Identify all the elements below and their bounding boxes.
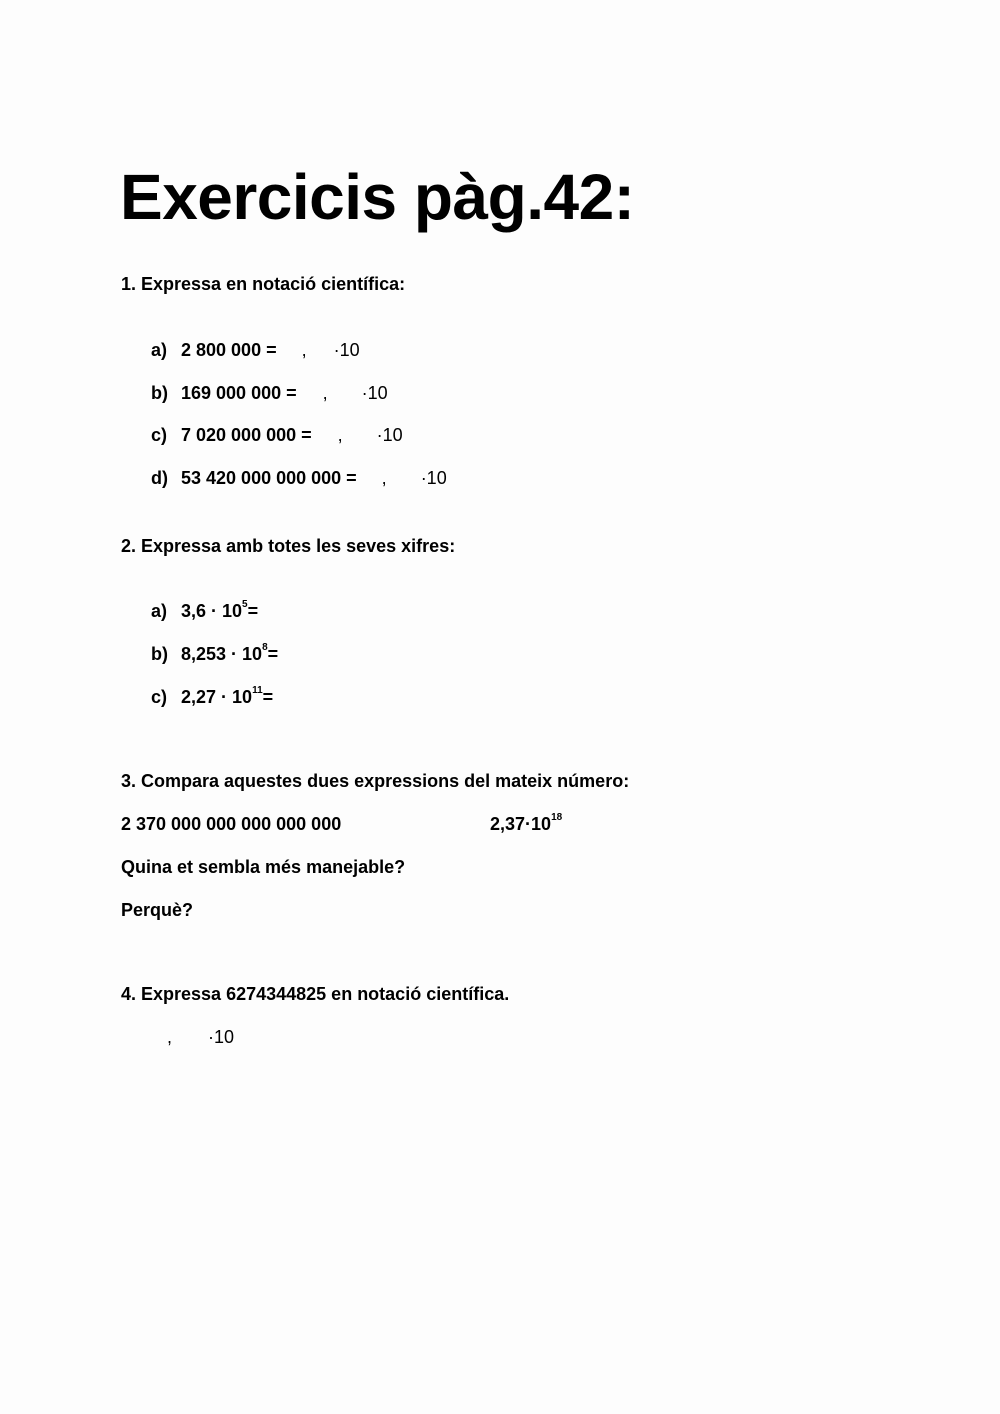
- item-exponent: 8: [262, 642, 268, 653]
- item-letter: a): [151, 601, 168, 621]
- item-letter: b): [151, 383, 168, 403]
- item-letter: a): [151, 340, 168, 360]
- item-expression: 2 800 000 =: [181, 340, 277, 360]
- q2-item-b: [151, 644, 278, 665]
- sci-base: 2,37·10: [490, 814, 552, 834]
- power-blank[interactable]: ·10: [208, 1027, 235, 1047]
- comma-blank[interactable]: ,: [322, 383, 328, 403]
- item-equals: =: [247, 601, 259, 621]
- scientific-number: [490, 814, 562, 835]
- item-exponent: 11: [252, 685, 263, 696]
- comma-blank[interactable]: ,: [337, 425, 343, 445]
- power-blank[interactable]: ·10: [361, 383, 388, 403]
- comma-blank[interactable]: ,: [381, 468, 387, 488]
- comma-blank[interactable]: ,: [167, 1027, 173, 1047]
- item-expression: 53 420 000 000 000 =: [181, 468, 357, 488]
- q4-answer-line: [167, 1027, 234, 1048]
- item-letter: d): [151, 468, 168, 488]
- item-letter: c): [151, 425, 168, 445]
- q1-item-b: [151, 383, 388, 404]
- question-2-heading: 2. Expressa amb totes les seves xifres:: [121, 536, 456, 556]
- q1-item-d: [151, 468, 447, 489]
- item-exponent: 5: [242, 599, 248, 610]
- long-number: 2 370 000 000 000 000 000: [121, 814, 342, 834]
- item-equals: =: [267, 644, 279, 664]
- comma-blank[interactable]: ,: [301, 340, 307, 360]
- q2-item-c: [151, 687, 273, 708]
- sci-exponent: 18: [551, 812, 563, 823]
- item-letter: b): [151, 644, 168, 664]
- power-blank[interactable]: ·10: [376, 425, 403, 445]
- q2-item-a: [151, 601, 258, 622]
- item-letter: c): [151, 687, 168, 707]
- power-blank[interactable]: ·10: [420, 468, 447, 488]
- question-3-prompt-1: Quina et sembla més manejable?: [121, 857, 406, 877]
- page-title: Exercicis pàg.42:: [120, 161, 635, 233]
- question-3-prompt-2: Perquè?: [121, 900, 194, 920]
- item-base: 8,253 · 10: [181, 644, 263, 664]
- item-base: 2,27 · 10: [181, 687, 253, 707]
- item-equals: =: [262, 687, 274, 707]
- q1-item-c: [151, 425, 403, 446]
- item-expression: 169 000 000 =: [181, 383, 297, 403]
- item-base: 3,6 · 10: [181, 601, 243, 621]
- question-4-heading: 4. Expressa 6274344825 en notació científica.: [121, 984, 510, 1004]
- q1-item-a: [151, 340, 360, 361]
- question-3-heading: 3. Compara aquestes dues expressions del mateix número:: [121, 771, 630, 791]
- question-1-heading: 1. Expressa en notació científica:: [121, 274, 406, 294]
- item-expression: 7 020 000 000 =: [181, 425, 312, 445]
- power-blank[interactable]: ·10: [333, 340, 360, 360]
